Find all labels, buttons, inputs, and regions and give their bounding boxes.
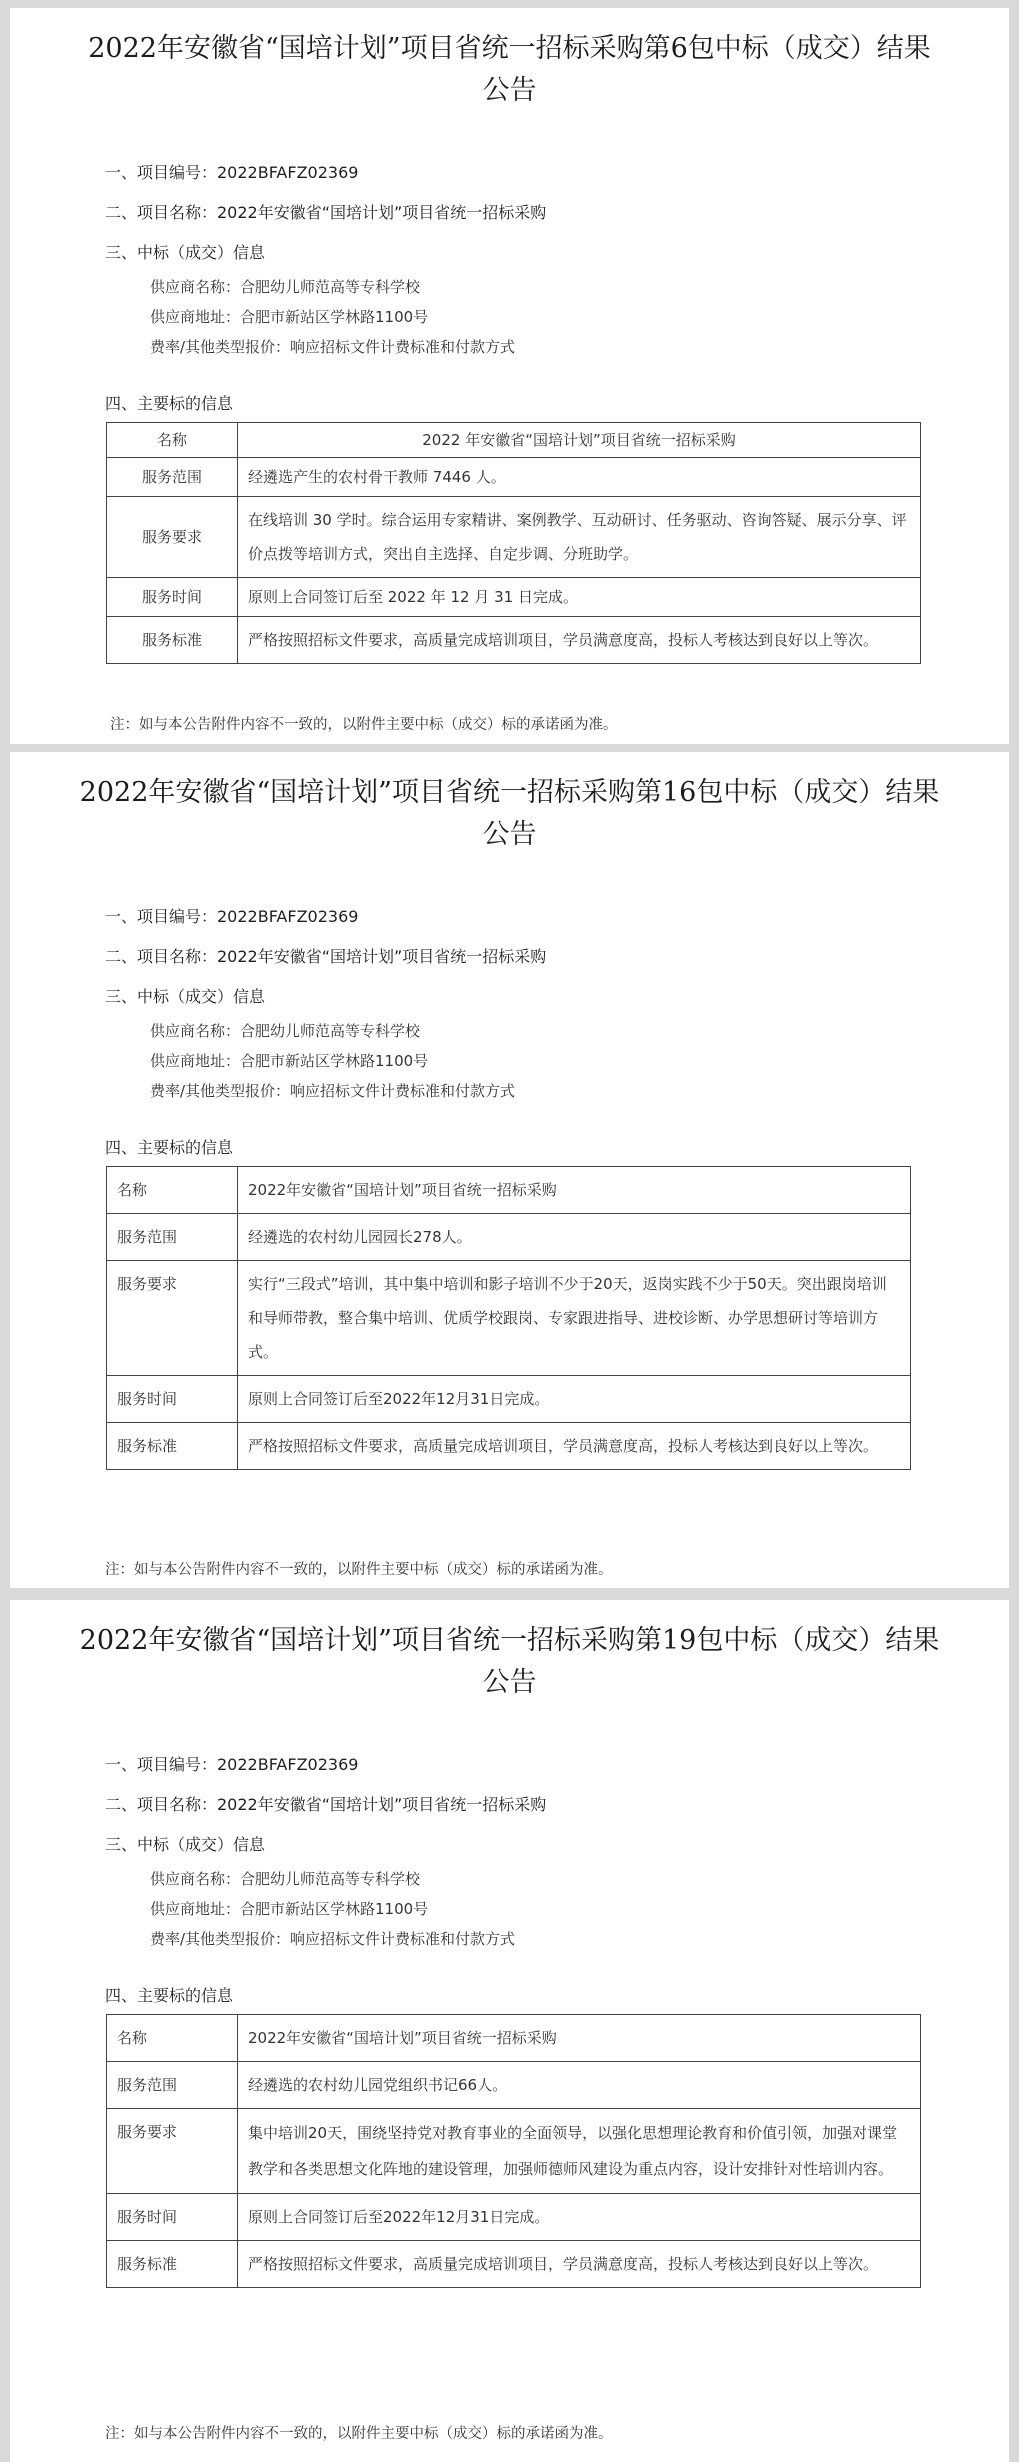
rate-quote: 费率/其他类型报价：响应招标文件计费标准和付款方式 <box>150 338 516 356</box>
supplier-address: 供应商地址：合肥市新站区学林路1100号 <box>150 308 429 326</box>
row-value: 2022年安徽省“国培计划”项目省统一招标采购 <box>238 2015 921 2062</box>
award-info-heading: 三、中标（成交）信息 <box>105 1835 266 1854</box>
notice-footnote: 注：如与本公告附件内容不一致的，以附件主要中标（成交）标的承诺函为准。 <box>110 717 618 733</box>
supplier-name: 供应商名称：合肥幼儿师范高等专科学校 <box>150 1870 421 1888</box>
notice-package-19 <box>10 1600 1009 2462</box>
notice-footnote: 注：如与本公告附件内容不一致的，以附件主要中标（成交）标的承诺函为准。 <box>105 1562 613 1578</box>
table-row <box>107 1423 911 1470</box>
supplier-name: 供应商名称：合肥幼儿师范高等专科学校 <box>150 278 421 296</box>
row-key: 服务标准 <box>107 2241 238 2288</box>
project-number: 一、项目编号：2022BFAFZ02369 <box>105 1755 359 1774</box>
row-key: 服务要求 <box>107 497 238 578</box>
notice-footnote: 注：如与本公告附件内容不一致的，以附件主要中标（成交）标的承诺函为准。 <box>105 2426 613 2442</box>
row-key: 名称 <box>107 1167 238 1214</box>
row-value: 2022年安徽省“国培计划”项目省统一招标采购 <box>238 1167 911 1214</box>
award-info-heading: 三、中标（成交）信息 <box>105 987 266 1006</box>
row-key: 服务要求 <box>107 1261 238 1376</box>
table-row <box>107 497 921 578</box>
row-value: 在线培训 30 学时。综合运用专家精讲、案例教学、互动研讨、任务驱动、咨询答疑、展示分享、评价点拨等培训方式，突出自主选择、自定步调、分班助学。 <box>238 497 921 578</box>
row-key: 服务时间 <box>107 578 238 617</box>
row-key: 服务范围 <box>107 2062 238 2109</box>
table-row <box>107 2015 921 2062</box>
project-name: 二、项目名称：2022年安徽省“国培计划”项目省统一招标采购 <box>105 947 547 966</box>
table-row <box>107 2241 921 2288</box>
table-row <box>107 617 921 664</box>
row-key: 服务时间 <box>107 2194 238 2241</box>
table-row <box>107 1376 911 1423</box>
main-subject-heading: 四、主要标的信息 <box>105 1986 234 2005</box>
row-value: 经遴选产生的农村骨干教师 7446 人。 <box>238 458 921 497</box>
row-key: 服务要求 <box>107 2109 238 2194</box>
table-row <box>107 2194 921 2241</box>
project-name: 二、项目名称：2022年安徽省“国培计划”项目省统一招标采购 <box>105 1795 547 1814</box>
row-value: 经遴选的农村幼儿园园长278人。 <box>238 1214 911 1261</box>
row-value: 实行“三段式”培训，其中集中培训和影子培训不少于20天，返岗实践不少于50天。突出跟岗培训和导师带教，整合集中培训、优质学校跟岗、专家跟进指导、进校诊断、办学思想研讨等培训方式。 <box>238 1261 911 1376</box>
row-value: 严格按照招标文件要求，高质量完成培训项目，学员满意度高，投标人考核达到良好以上等次。 <box>238 617 921 664</box>
row-value: 严格按照招标文件要求，高质量完成培训项目，学员满意度高，投标人考核达到良好以上等次。 <box>238 2241 921 2288</box>
project-name: 二、项目名称：2022年安徽省“国培计划”项目省统一招标采购 <box>105 203 547 222</box>
notice-package-6 <box>10 8 1009 744</box>
notice-title: 2022年安徽省“国培计划”项目省统一招标采购第19包中标（成交）结果公告 <box>79 1625 940 1698</box>
row-key: 服务标准 <box>107 617 238 664</box>
row-key: 名称 <box>107 2015 238 2062</box>
row-value: 集中培训20天，围绕坚持党对教育事业的全面领导，以强化思想理论教育和价值引领，加强对课堂教学和各类思想文化阵地的建设管理，加强师德师风建设为重点内容，设计安排针对性培训内容。 <box>238 2109 921 2194</box>
rate-quote: 费率/其他类型报价：响应招标文件计费标准和付款方式 <box>150 1082 516 1100</box>
table-row <box>107 2109 921 2194</box>
row-value: 2022 年安徽省“国培计划”项目省统一招标采购 <box>238 423 921 458</box>
supplier-address: 供应商地址：合肥市新站区学林路1100号 <box>150 1052 429 1070</box>
main-subject-table <box>106 422 921 664</box>
row-key: 服务时间 <box>107 1376 238 1423</box>
main-subject-heading: 四、主要标的信息 <box>105 394 234 413</box>
table-row <box>107 423 921 458</box>
table-row <box>107 1214 911 1261</box>
award-info-heading: 三、中标（成交）信息 <box>105 243 266 262</box>
row-key: 服务范围 <box>107 1214 238 1261</box>
table-row <box>107 1261 911 1376</box>
table-row <box>107 578 921 617</box>
row-key: 服务标准 <box>107 1423 238 1470</box>
row-value: 原则上合同签订后至2022年12月31日完成。 <box>238 2194 921 2241</box>
row-key: 名称 <box>107 423 238 458</box>
notice-title: 2022年安徽省“国培计划”项目省统一招标采购第16包中标（成交）结果公告 <box>79 777 940 850</box>
row-key: 服务范围 <box>107 458 238 497</box>
notice-title: 2022年安徽省“国培计划”项目省统一招标采购第6包中标（成交）结果公告 <box>88 33 931 106</box>
project-number: 一、项目编号：2022BFAFZ02369 <box>105 163 359 182</box>
row-value: 原则上合同签订后至2022年12月31日完成。 <box>238 1376 911 1423</box>
main-subject-heading: 四、主要标的信息 <box>105 1138 234 1157</box>
project-number: 一、项目编号：2022BFAFZ02369 <box>105 907 359 926</box>
table-row <box>107 1167 911 1214</box>
row-value: 原则上合同签订后至 2022 年 12 月 31 日完成。 <box>238 578 921 617</box>
rate-quote: 费率/其他类型报价：响应招标文件计费标准和付款方式 <box>150 1930 516 1948</box>
table-row <box>107 2062 921 2109</box>
row-value: 经遴选的农村幼儿园党组织书记66人。 <box>238 2062 921 2109</box>
main-subject-table <box>106 1166 911 1470</box>
supplier-name: 供应商名称：合肥幼儿师范高等专科学校 <box>150 1022 421 1040</box>
row-value: 严格按照招标文件要求，高质量完成培训项目，学员满意度高，投标人考核达到良好以上等次。 <box>238 1423 911 1470</box>
main-subject-table <box>106 2014 921 2288</box>
notice-package-16 <box>10 752 1009 1588</box>
supplier-address: 供应商地址：合肥市新站区学林路1100号 <box>150 1900 429 1918</box>
table-row <box>107 458 921 497</box>
